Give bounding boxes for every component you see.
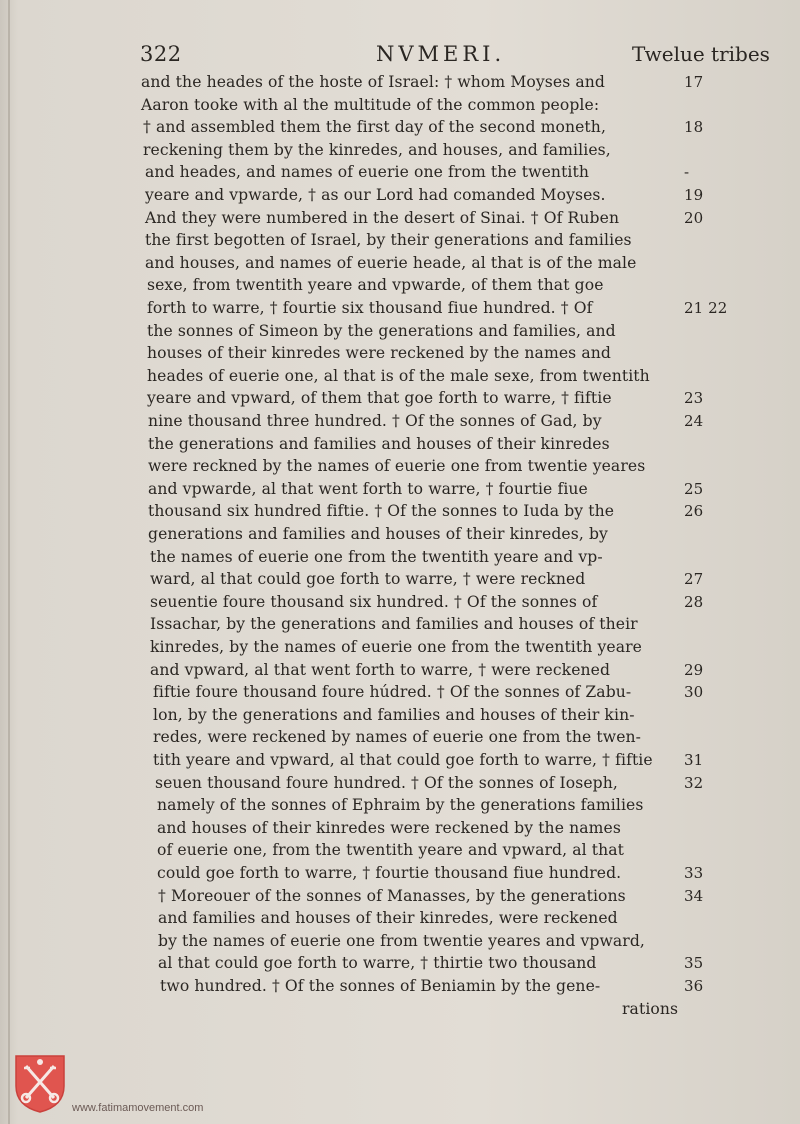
line-text: were reckned by the names of euerie one from twentie yeares: [148, 457, 646, 476]
verse-number: 24: [684, 412, 704, 430]
text-line: [0, 184, 800, 207]
text-line: [0, 229, 800, 252]
text-line: [0, 252, 800, 275]
verse-number: -: [684, 163, 690, 182]
line-text: yeare and vpwarde, † as our Lord had comanded Moyses.: [145, 186, 606, 204]
text-line: [0, 749, 800, 772]
line-text: nine thousand three hundred. † Of the sonnes of Gad, by: [148, 412, 602, 430]
verse-number: 18: [684, 118, 704, 137]
text-line: [0, 433, 800, 456]
papal-keys-crest-icon: [12, 1052, 68, 1114]
text-line: [0, 139, 800, 162]
verse-number: 33: [684, 864, 704, 882]
text-line: [0, 613, 800, 636]
text-line: [0, 952, 800, 975]
line-text: and vpward, al that went forth to warre, † were reckened: [150, 660, 611, 679]
text-line: [0, 161, 800, 184]
text-line: [0, 455, 800, 478]
line-text: and heades, and names of euerie one from the twentith: [145, 163, 590, 182]
text-line: [0, 568, 800, 591]
verse-number: 32: [684, 773, 704, 792]
line-text: † and assembled them the first day of the second moneth,: [143, 118, 607, 137]
text-line: [0, 817, 800, 840]
line-text: could goe forth to warre, † fourtie thousand fiue hundred.: [157, 864, 622, 882]
line-text: yeare and vpward, of them that goe forth to warre, † fiftie: [147, 389, 612, 408]
line-text: namely of the sonnes of Ephraim by the generations families: [157, 796, 644, 815]
line-text: and the heades of the hoste of Israel: † whom Moyses and: [141, 73, 606, 91]
verse-number: 36: [684, 977, 704, 995]
line-text: the first begotten of Israel, by their generations and families: [145, 231, 632, 250]
text-line: [0, 365, 800, 388]
line-text: generations and families and houses of their kinredes, by: [148, 525, 608, 543]
line-text: heades of euerie one, al that is of the male sexe, from twentith: [147, 366, 650, 385]
text-line: [0, 342, 800, 365]
text-line: [0, 681, 800, 704]
line-text: by the names of euerie one from twentie yeares and vpward,: [158, 931, 645, 950]
line-text: tith yeare and vpward, al that could goe forth to warre, † fiftie: [153, 751, 653, 769]
line-text: the names of euerie one from the twentith yeare and vp-: [150, 547, 603, 566]
verse-number: 35: [684, 954, 704, 973]
line-text: and houses, and names of euerie heade, al that is of the male: [145, 253, 637, 272]
text-line: [0, 975, 800, 998]
line-text: and families and houses of their kinredes, were reckened: [158, 909, 618, 928]
text-line: [0, 794, 800, 817]
text-line: [0, 478, 800, 501]
verse-number: 26: [684, 502, 704, 521]
verse-number: 17: [684, 73, 704, 91]
verse-number: 31: [684, 751, 704, 769]
text-line: [0, 387, 800, 410]
text-line: [0, 885, 800, 908]
text-line: [0, 636, 800, 659]
line-text: rations: [622, 999, 679, 1018]
text-line: [0, 274, 800, 297]
text-line: [0, 71, 800, 94]
text-line: [0, 659, 800, 682]
text-line: [0, 726, 800, 749]
line-text: reckening them by the kinredes, and houses, and families,: [143, 140, 611, 159]
verse-number: 28: [684, 592, 704, 611]
line-text: thousand six hundred fiftie. † Of the sonnes to Iuda by the: [148, 502, 615, 521]
verse-number: 30: [684, 683, 704, 702]
line-text: the sonnes of Simeon by the generations and families, and: [147, 321, 616, 340]
text-line: [0, 704, 800, 727]
text-line: [0, 320, 800, 343]
line-text: seuentie foure thousand six hundred. † Of the sonnes of: [150, 592, 598, 611]
verse-number: 27: [684, 570, 704, 589]
verse-number: 29: [684, 660, 704, 679]
text-line: [0, 546, 800, 569]
book-title: NVMERI.: [376, 42, 506, 66]
running-head: [0, 42, 800, 70]
text-line: [0, 907, 800, 930]
section-title: Twelue tribes: [632, 42, 770, 66]
line-text: fiftie foure thousand foure húdred. † Of the sonnes of Zabu-: [153, 683, 632, 702]
text-line: [0, 772, 800, 795]
line-text: redes, were reckened by names of euerie one from the twen-: [153, 728, 642, 747]
verse-number: 21 22: [684, 299, 728, 317]
line-text: and vpwarde, al that went forth to warre, † fourtie fiue: [148, 479, 588, 498]
line-text: forth to warre, † fourtie six thousand fiue hundred. † Of: [147, 299, 593, 317]
line-text: Aaron tooke with al the multitude of the common people:: [141, 95, 600, 114]
line-text: lon, by the generations and families and houses of their kin-: [153, 705, 635, 724]
verse-number: 20: [684, 208, 704, 227]
text-line: [0, 94, 800, 117]
line-text: two hundred. † Of the sonnes of Beniamin by the gene-: [160, 977, 601, 995]
text-line: [0, 410, 800, 433]
line-text: seuen thousand foure hundred. † Of the sonnes of Ioseph,: [155, 773, 618, 792]
line-text: And they were numbered in the desert of Sinai. † Of Ruben: [145, 208, 620, 227]
text-line: [0, 839, 800, 862]
website-url: www.fatimamovement.com: [72, 1102, 204, 1114]
line-text: Issachar, by the generations and families and houses of their: [150, 615, 638, 634]
line-text: al that could goe forth to warre, † thirtie two thousand: [158, 954, 597, 973]
line-text: kinredes, by the names of euerie one from the twentith yeare: [150, 638, 642, 656]
verse-number: 19: [684, 186, 704, 204]
text-line: [0, 862, 800, 885]
line-text: houses of their kinredes were reckened by the names and: [147, 344, 611, 363]
text-line: [0, 998, 800, 1021]
text-line: [0, 207, 800, 230]
text-line: [0, 523, 800, 546]
text-line: [0, 297, 800, 320]
line-text: † Moreouer of the sonnes of Manasses, by the generations: [158, 886, 626, 905]
line-text: the generations and families and houses of their kinredes: [148, 434, 610, 453]
page-number: 322: [140, 42, 182, 66]
line-text: ward, al that could goe forth to warre, † were reckned: [150, 570, 586, 589]
verse-number: 34: [684, 886, 704, 905]
line-text: of euerie one, from the twentith yeare and vpward, al that: [157, 841, 625, 860]
verse-number: 25: [684, 479, 704, 498]
line-text: and houses of their kinredes were reckened by the names: [157, 818, 621, 837]
text-line: [0, 116, 800, 139]
text-line: [0, 591, 800, 614]
verse-number: 23: [684, 389, 704, 408]
text-line: [0, 500, 800, 523]
text-line: [0, 930, 800, 953]
line-text: sexe, from twentith yeare and vpwarde, of them that goe: [147, 276, 604, 295]
